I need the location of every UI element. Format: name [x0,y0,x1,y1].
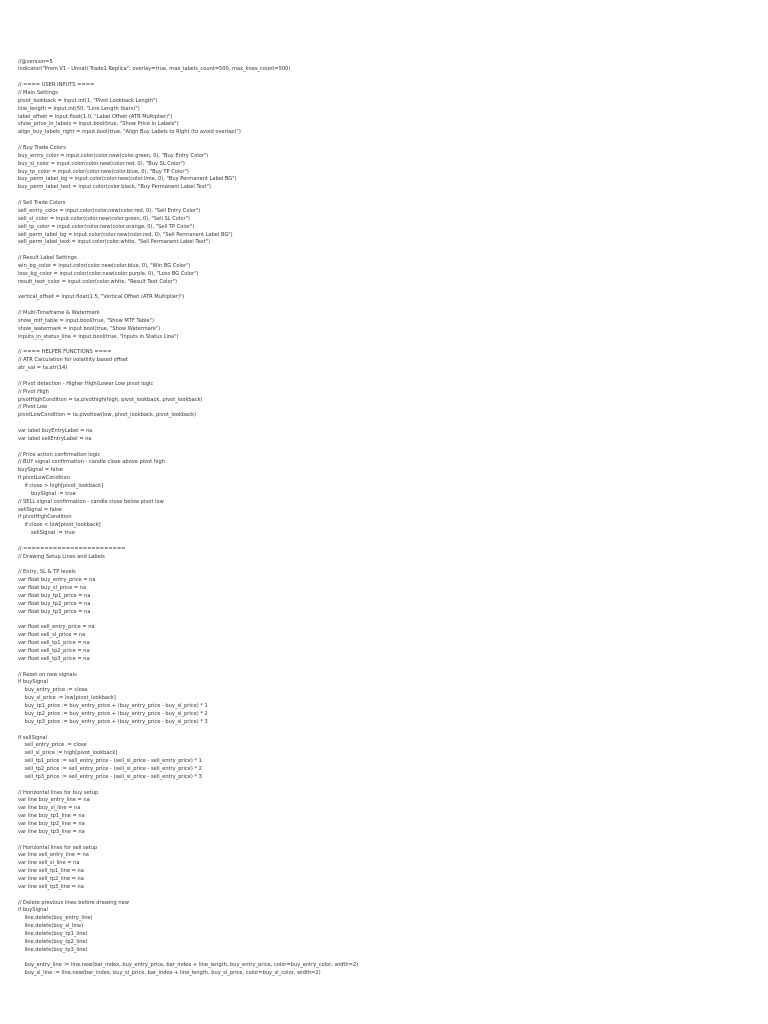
code-line: // Horizontal lines for buy setup [18,789,99,796]
code-line: // Horizontal lines for sell setup [18,844,98,851]
code-line: var float buy_sl_price = na [18,585,87,592]
code-line [18,727,758,735]
code-line: buy_sl_color = input.color(color.new(color.red, 0), "Buy SL Color") [18,160,185,167]
code-line: sell_tp1_price := sell_entry_price - (sell_sl_price - sell_entry_price) * 1 [18,758,202,765]
code-line: inputs_in_status_line = input.bool(true, "Inputs in Status Line") [18,333,179,340]
code-line [18,342,758,350]
code-line: var float sell_entry_price = na [18,624,95,631]
code-line: var line sell_sl_line = na [18,860,80,867]
code-line: sell_sl_color = input.color(color.new(color.green, 0), "Sell SL Color") [18,215,190,222]
code-line: // Pivot Low [18,404,48,411]
code-line: sell_perm_label_text = input.color(color.white, "Sell Permanent Label Text") [18,239,211,246]
code-line: var float buy_tp1_price = na [18,593,91,600]
code-line: loss_bg_color = input.color(color.new(color.purple, 0), "Loss BG Color") [18,270,199,277]
code-line: // Price action confirmation logic [18,451,101,458]
code-line: sell_tp2_price := sell_entry_price - (sell_sl_price - sell_entry_price) * 2 [18,765,202,772]
code-line: // Drawing Setup Lines and Labels [18,553,105,560]
code-line: show_mtf_table = input.bool(true, "Show MTF Table") [18,317,154,324]
code-listing [18,59,758,979]
code-line: sellSignal = false [18,506,62,513]
code-line: var float sell_tp1_price = na [18,640,90,647]
code-line [18,373,758,381]
code-line: var line buy_tp2_line = na [18,820,85,827]
code-line: buy_entry_color = input.color(color.new(color.green, 0), "Buy Entry Color") [18,152,209,159]
code-line: var float sell_tp3_price = na [18,655,90,662]
code-line: buy_entry_price := close [18,687,88,694]
code-line [18,287,758,295]
code-line: buy_sl_line := line.new(bar_index, buy_sl_price, bar_index + line_length, buy_sl_price, color=buy_sl_color, width=2) [18,970,321,977]
code-line: if sellSignal [18,734,48,741]
code-line: // Multi-Timeframe & Watermark [18,310,100,317]
code-line: //@version=5 [18,58,53,65]
code-line: // BUY signal confirmation - candle close above pivot high [18,459,165,466]
code-line [18,664,758,672]
code-line: align_buy_labels_right = input.bool(true, "Align Buy Labels to Right (to avoid overlap)") [18,129,241,136]
code-line: sell_sl_price := high[pivot_lookback] [18,750,118,757]
code-line: // SELL signal confirmation - candle close below pivot low [18,498,164,505]
code-line [18,247,758,255]
code-line: var float buy_tp2_price = na [18,600,91,607]
code-line: var float sell_tp2_price = na [18,648,90,655]
code-line: sellSignal := true [18,530,75,537]
code-line: // ATR Calculation for volatility based offset [18,357,129,364]
code-line: // Delete previous lines before drawing new [18,899,129,906]
code-line: sell_entry_price := close [18,742,87,749]
code-line: line.delete(buy_sl_line) [18,923,84,930]
code-line: var line buy_tp1_line = na [18,813,85,820]
code-line: buy_tp2_price := buy_entry_price + (buy_entry_price - buy_sl_price) * 2 [18,710,208,717]
code-line: buySignal = false [18,467,63,474]
code-line: sell_tp3_price := sell_entry_price - (sell_sl_price - sell_entry_price) * 3 [18,773,202,780]
code-line: // Sell Trade Colors [18,200,66,207]
code-line: var line sell_tp2_line = na [18,875,84,882]
code-line: // Reset on new signals [18,671,77,678]
code-line [18,837,758,845]
code-line: line.delete(buy_tp3_line) [18,946,88,953]
code-line: buy_tp3_price := buy_entry_price + (buy_entry_price - buy_sl_price) * 3 [18,718,208,725]
code-line [18,444,758,452]
code-line: // Pivot detection - Higher High/Lower Low pivot logic [18,380,154,387]
code-line: var float sell_sl_price = na [18,632,86,639]
code-line: pivotHighCondition = ta.pivothigh(high, pivot_lookback, pivot_lookback) [18,396,203,403]
code-line: var float buy_entry_price = na [18,577,96,584]
code-line: show_price_in_labels = input.bool(true, "Show Price in Labels") [18,121,179,128]
code-line: pivotLowCondition = ta.pivotlow(low, pivot_lookback, pivot_lookback) [18,412,197,419]
code-line [18,892,758,900]
code-line: show_watermark = input.bool(true, "Show Watermark") [18,325,161,332]
code-line [18,617,758,625]
code-line: buySignal := true [18,490,76,497]
code-line: buy_tp1_price := buy_entry_price + (buy_entry_price - buy_sl_price) * 1 [18,703,208,710]
code-line: var float buy_tp3_price = na [18,608,91,615]
code-line: if pivotLowCondition [18,475,70,482]
code-line: var label sellEntryLabel = na [18,435,92,442]
code-line: if close > high[pivot_lookback] [18,483,104,489]
code-line: line.delete(buy_entry_line) [18,915,93,922]
code-line [18,192,758,200]
code-line: line.delete(buy_tp1_line) [18,930,88,937]
code-line: // ==== HELPER FUNCTIONS ==== [18,349,112,356]
code-line: buy_perm_label_text = input.color(color.black, "Buy Permanent Label Text") [18,184,212,191]
code-line: // Pivot High [18,388,49,395]
code-line: buy_sl_price := low[pivot_lookback] [18,695,116,702]
code-line: buy_entry_line := line.new(bar_index, buy_entry_price, bar_index + line_length, buy_entry_price, color=buy_entry_color, width=2) [18,962,359,969]
code-line: var line buy_tp3_line = na [18,828,85,835]
code-line: sell_tp_color = input.color(color.new(color.orange, 0), "Sell TP Color") [18,223,195,230]
code-line [18,782,758,790]
code-line: atr_val = ta.atr(14) [18,365,68,372]
code-line: var label buyEntryLabel = na [18,427,93,434]
code-line: // Result Label Settings [18,255,77,262]
code-line: buy_tp_color = input.color(color.new(color.blue, 0), "Buy TP Color") [18,168,189,175]
code-line: vertical_offset = input.float(1.5, "Vertical Offset (ATR Multiplier)") [18,294,185,301]
code-line [18,302,758,310]
code-line: var line sell_tp1_line = na [18,868,84,875]
code-line: if buySignal [18,907,48,914]
code-line: result_text_color = input.color(color.white, "Result Text Color") [18,278,177,285]
code-line: // Main Settings [18,90,58,97]
code-line: pivot_lookback = input.int(1, "Pivot Lookback Length") [18,97,158,104]
code-line: var line sell_tp3_line = na [18,883,84,890]
code-line [18,137,758,145]
code-line: // Buy Trade Colors [18,145,66,152]
code-line [18,538,758,546]
code-line: // ======================== [18,545,126,552]
code-line: sell_entry_color = input.color(color.new(color.red, 0), "Sell Entry Color") [18,207,201,214]
code-line: line_length = input.int(50, "Line Length (bars)") [18,105,140,112]
code-line: line.delete(buy_tp2_line) [18,938,88,945]
code-line: var line buy_sl_line = na [18,805,81,812]
code-line: var line buy_entry_line = na [18,797,90,804]
code-line: indicator("Prem V1 - Unnati Trade1 Replica", overlay=true, max_labels_count=500, max_lines_count=500) [18,66,291,73]
code-line: sell_perm_label_bg = input.color(color.new(color.red, 0), "Sell Permanent Label BG") [18,231,233,238]
code-line: buy_perm_label_bg = input.color(color.new(color.lime, 0), "Buy Permanent Label BG") [18,176,237,183]
code-line: win_bg_color = input.color(color.new(color.blue, 0), "Win BG Color") [18,262,191,269]
code-line: var line sell_entry_line = na [18,852,89,859]
code-line [18,955,758,963]
code-line: // ==== USER INPUTS ==== [18,82,95,89]
code-line: // Entry, SL & TP levels [18,569,76,576]
code-line: if close < low[pivot_lookback] [18,522,101,529]
code-line: if pivotHighCondition [18,514,72,521]
code-line: if buySignal [18,679,48,686]
code-line [18,562,758,570]
code-line [18,420,758,428]
code-line: label_offset = input.float(1.0, "Label Offset (ATR Multiplier)") [18,113,173,120]
code-line [18,74,758,82]
